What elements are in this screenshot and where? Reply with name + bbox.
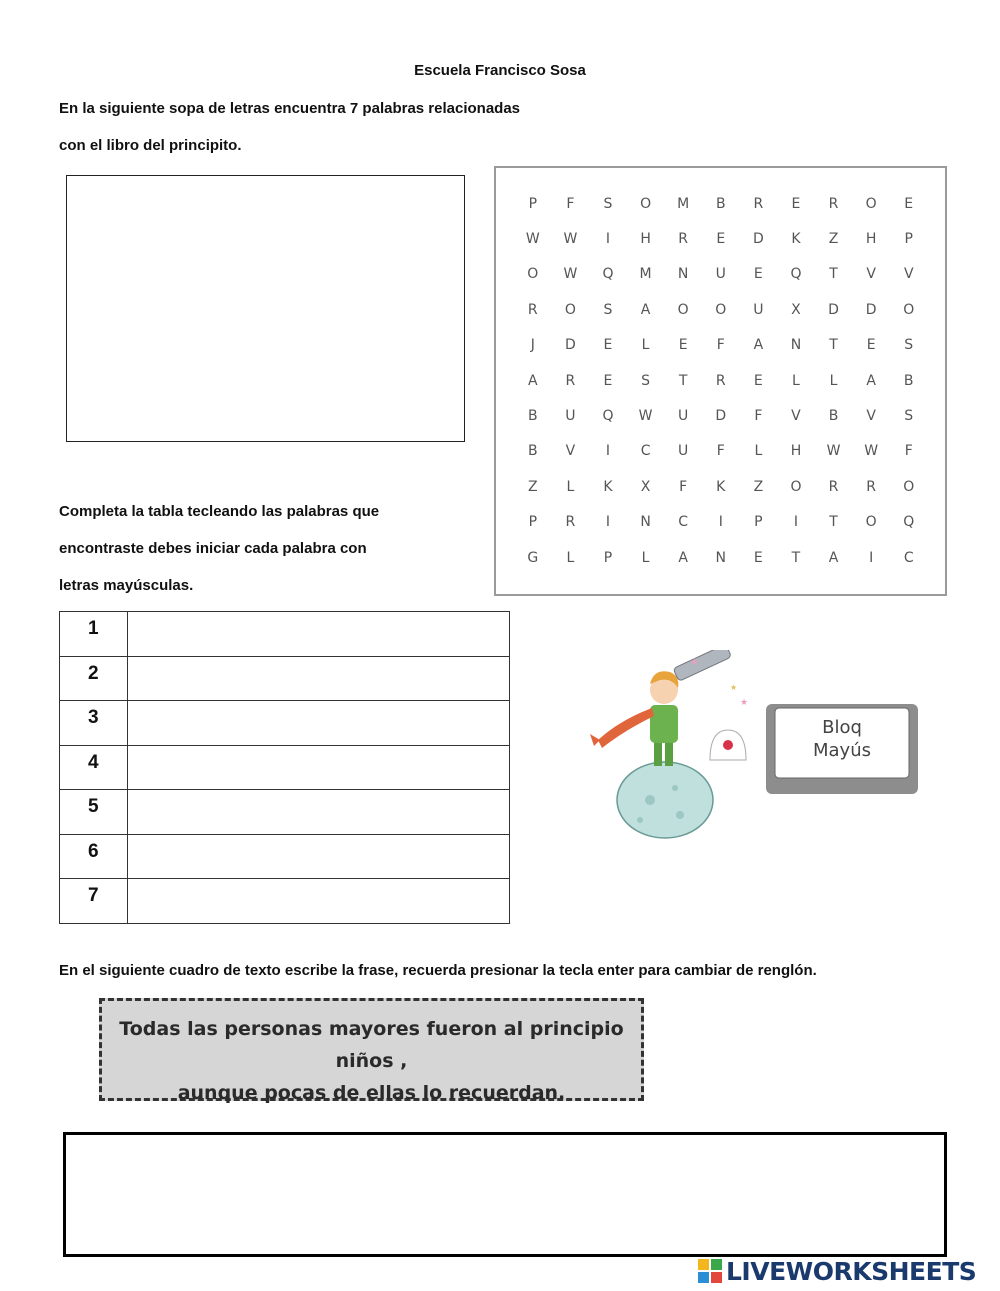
word-search-letter: X	[640, 478, 651, 495]
word-search-letter: C	[678, 514, 689, 531]
answer-input[interactable]	[128, 745, 510, 790]
word-search-letter: L	[566, 549, 575, 566]
phrase-line2: aunque pocas de ellas lo recuerdan.	[177, 1082, 566, 1104]
word-search-letter: M	[677, 195, 690, 212]
word-search-letter: Q	[790, 266, 802, 283]
word-search-letter: L	[566, 478, 575, 495]
word-search-letter: P	[603, 549, 613, 566]
instruction-line1: Completa la tabla tecleando las palabras que	[59, 503, 380, 520]
answer-row	[60, 701, 510, 746]
word-search-letter: P	[528, 195, 538, 212]
word-search-letter: O	[903, 301, 915, 318]
word-search-letter: E	[603, 372, 613, 389]
answers-table	[59, 611, 510, 924]
word-search-row	[514, 398, 928, 433]
page-title: Escuela Francisco Sosa	[414, 62, 586, 79]
answer-row	[60, 790, 510, 835]
word-search-letter: E	[753, 549, 763, 566]
word-search-letter: I	[869, 549, 874, 566]
word-search-letter: A	[678, 549, 688, 566]
answer-number: 2	[60, 656, 128, 701]
word-search-letter: F	[754, 408, 763, 425]
word-search-letter: H	[640, 231, 651, 248]
liveworksheets-brand-text: LIVEWORKSHEETS	[726, 1256, 977, 1286]
word-search-letter: N	[715, 549, 726, 566]
svg-text:★: ★	[740, 698, 749, 708]
answer-row	[60, 745, 510, 790]
word-search-letter: O	[564, 301, 576, 318]
word-search-letter: K	[791, 231, 801, 248]
word-search-letter: V	[565, 443, 576, 460]
word-search-letter: Q	[602, 408, 614, 425]
word-search-letter: R	[828, 478, 839, 495]
word-search-letter: V	[903, 266, 914, 283]
word-search-letter: I	[605, 443, 611, 460]
word-search-letter: V	[866, 408, 876, 425]
word-search-row	[514, 540, 928, 575]
instruction-line2: encontraste debes iniciar cada palabra con	[59, 540, 367, 557]
word-search-letter: M	[639, 266, 652, 283]
word-search-letter: O	[715, 301, 727, 318]
answer-number: 7	[60, 879, 128, 924]
word-search-letter: N	[640, 514, 651, 531]
word-search-letter: L	[829, 372, 838, 389]
answer-input[interactable]	[128, 612, 510, 657]
word-search-letter: I	[793, 514, 799, 531]
word-search-letter: A	[828, 549, 839, 566]
word-search-letter: O	[677, 301, 689, 318]
answer-row	[60, 879, 510, 924]
word-search-letter: L	[641, 549, 650, 566]
word-search-letter: R	[753, 195, 764, 212]
answer-row	[60, 656, 510, 701]
word-search-letter: F	[566, 195, 575, 212]
word-search-row	[514, 292, 928, 327]
word-search-letter: F	[904, 443, 913, 460]
word-search-letter: I	[605, 514, 611, 531]
word-search-letter: W	[525, 231, 540, 248]
word-search-letter: D	[752, 231, 764, 248]
word-search-letter: B	[903, 372, 914, 389]
answer-number: 6	[60, 834, 128, 879]
word-search-row	[514, 505, 928, 540]
word-search-letter: B	[527, 408, 538, 425]
word-search-letter: G	[527, 549, 539, 566]
word-search-letter: Q	[602, 266, 614, 283]
word-search-letter: F	[716, 443, 725, 460]
word-search-letter: R	[565, 372, 576, 389]
word-search-letter: O	[865, 195, 877, 212]
word-search-letter: O	[640, 195, 652, 212]
word-search-letter: W	[563, 266, 578, 283]
word-search-letter: H	[865, 231, 877, 248]
word-search-letter: U	[753, 301, 764, 318]
word-search-letter: P	[754, 514, 763, 531]
word-search-letter: V	[866, 266, 876, 283]
answer-number: 5	[60, 790, 128, 835]
answer-number: 3	[60, 701, 128, 746]
word-search-letter: B	[828, 408, 839, 425]
phrase-line1: Todas las personas mayores fueron al principio niños ,	[119, 1018, 624, 1072]
word-search-letter: R	[678, 231, 689, 248]
word-search-letter: E	[753, 372, 763, 389]
word-search-letter: A	[640, 301, 651, 318]
word-search-letter: Z	[828, 231, 839, 248]
word-search-letter: K	[716, 478, 726, 495]
word-search-row	[514, 221, 928, 256]
intro-text-line2: con el libro del principito.	[59, 137, 242, 154]
answer-input[interactable]	[128, 790, 510, 835]
svg-text:★: ★	[690, 657, 699, 668]
intro-text-line1: En la siguiente sopa de letras encuentra 7 palabras relacionadas	[59, 100, 521, 117]
word-search-letter: S	[904, 337, 914, 354]
word-search-letter: W	[864, 443, 879, 460]
word-search-table	[514, 186, 928, 575]
word-search-letter: P	[528, 514, 538, 531]
word-search-letter: Q	[903, 514, 915, 531]
answer-input[interactable]	[128, 879, 510, 924]
liveworksheets-logo-icon	[698, 1259, 722, 1283]
word-search-letter: Z	[528, 478, 538, 495]
word-search-letter: J	[530, 337, 535, 354]
word-search-row	[514, 257, 928, 292]
word-search-letter: W	[826, 443, 841, 460]
answer-number: 4	[60, 745, 128, 790]
word-search-letter: T	[829, 514, 838, 531]
word-search-letter: R	[715, 372, 726, 389]
word-search-letter: S	[904, 408, 914, 425]
word-search-letter: U	[715, 266, 726, 283]
caps-lock-key-icon	[765, 703, 919, 795]
word-search-letter: A	[866, 372, 876, 389]
word-search-letter: O	[865, 514, 877, 531]
word-search-row	[514, 363, 928, 398]
word-search-letter: L	[641, 337, 650, 354]
word-search-letter: U	[678, 443, 689, 460]
word-search-letter: W	[638, 408, 653, 425]
svg-text:★: ★	[730, 683, 738, 692]
word-search-letter: O	[903, 478, 915, 495]
phrase-text-input[interactable]	[63, 1132, 947, 1257]
word-search-letter: A	[753, 337, 764, 354]
answer-input[interactable]	[128, 834, 510, 879]
word-search-letter: U	[678, 408, 689, 425]
word-search-grid	[494, 166, 947, 596]
word-search-letter: O	[790, 478, 802, 495]
word-search-letter: R	[866, 478, 876, 495]
word-search-letter: T	[829, 266, 838, 283]
word-search-letter: K	[603, 478, 613, 495]
phrase-instruction: En el siguiente cuadro de texto escribe la frase, recuerda presionar la tecla enter para cambiar de renglón.	[59, 962, 817, 979]
word-search-letter: R	[527, 301, 538, 318]
word-search-letter: R	[565, 514, 576, 531]
answer-input[interactable]	[128, 656, 510, 701]
instruction-line3: letras mayúsculas.	[59, 577, 194, 594]
word-search-letter: I	[718, 514, 723, 531]
word-search-row	[514, 328, 928, 363]
word-search-letter: R	[828, 195, 839, 212]
word-search-letter: D	[565, 337, 576, 354]
word-search-row	[514, 186, 928, 221]
liveworksheets-logo	[698, 1256, 976, 1286]
word-search-letter: T	[678, 372, 688, 389]
word-search-letter: S	[641, 372, 651, 389]
word-search-letter: T	[791, 549, 801, 566]
answer-row	[60, 834, 510, 879]
word-search-letter: N	[790, 337, 802, 354]
word-search-letter: O	[527, 266, 539, 283]
wordsearch-answer-area[interactable]	[66, 175, 465, 442]
word-search-letter: I	[605, 231, 611, 248]
answer-row	[60, 612, 510, 657]
answer-number: 1	[60, 612, 128, 657]
word-search-letter: E	[603, 337, 613, 354]
word-search-letter: E	[678, 337, 688, 354]
word-search-letter: H	[790, 443, 802, 460]
word-search-letter: B	[527, 443, 538, 460]
word-search-letter: D	[828, 301, 839, 318]
word-search-letter: D	[715, 408, 727, 425]
word-search-letter: W	[563, 231, 578, 248]
word-search-letter: C	[903, 549, 914, 566]
word-search-row	[514, 469, 928, 504]
caps-key-label-line1: Bloq	[822, 717, 862, 738]
word-search-letter: S	[603, 301, 613, 318]
word-search-letter: A	[528, 372, 538, 389]
word-search-letter: S	[603, 195, 613, 212]
caps-key-label-line2: Mayús	[813, 740, 871, 761]
word-search-letter: E	[866, 337, 876, 354]
word-search-letter: Z	[753, 478, 764, 495]
word-search-letter: C	[640, 443, 651, 460]
word-search-letter: U	[565, 408, 576, 425]
word-search-letter: N	[677, 266, 689, 283]
word-search-letter: L	[754, 443, 763, 460]
word-search-letter: E	[904, 195, 914, 212]
word-search-letter: T	[829, 337, 838, 354]
little-prince-illustration	[580, 650, 760, 840]
word-search-letter: D	[865, 301, 877, 318]
word-search-letter: E	[716, 231, 726, 248]
word-search-letter: L	[792, 372, 800, 389]
word-search-letter: F	[716, 337, 725, 354]
word-search-letter: F	[679, 478, 688, 495]
word-search-letter: E	[791, 195, 801, 212]
word-search-letter: P	[904, 231, 913, 248]
word-search-letter: E	[753, 266, 763, 283]
phrase-box	[99, 998, 644, 1104]
word-search-letter: V	[791, 408, 801, 425]
word-search-letter: X	[791, 301, 801, 318]
answer-input[interactable]	[128, 701, 510, 746]
word-search-row	[514, 434, 928, 469]
word-search-letter: B	[715, 195, 726, 212]
